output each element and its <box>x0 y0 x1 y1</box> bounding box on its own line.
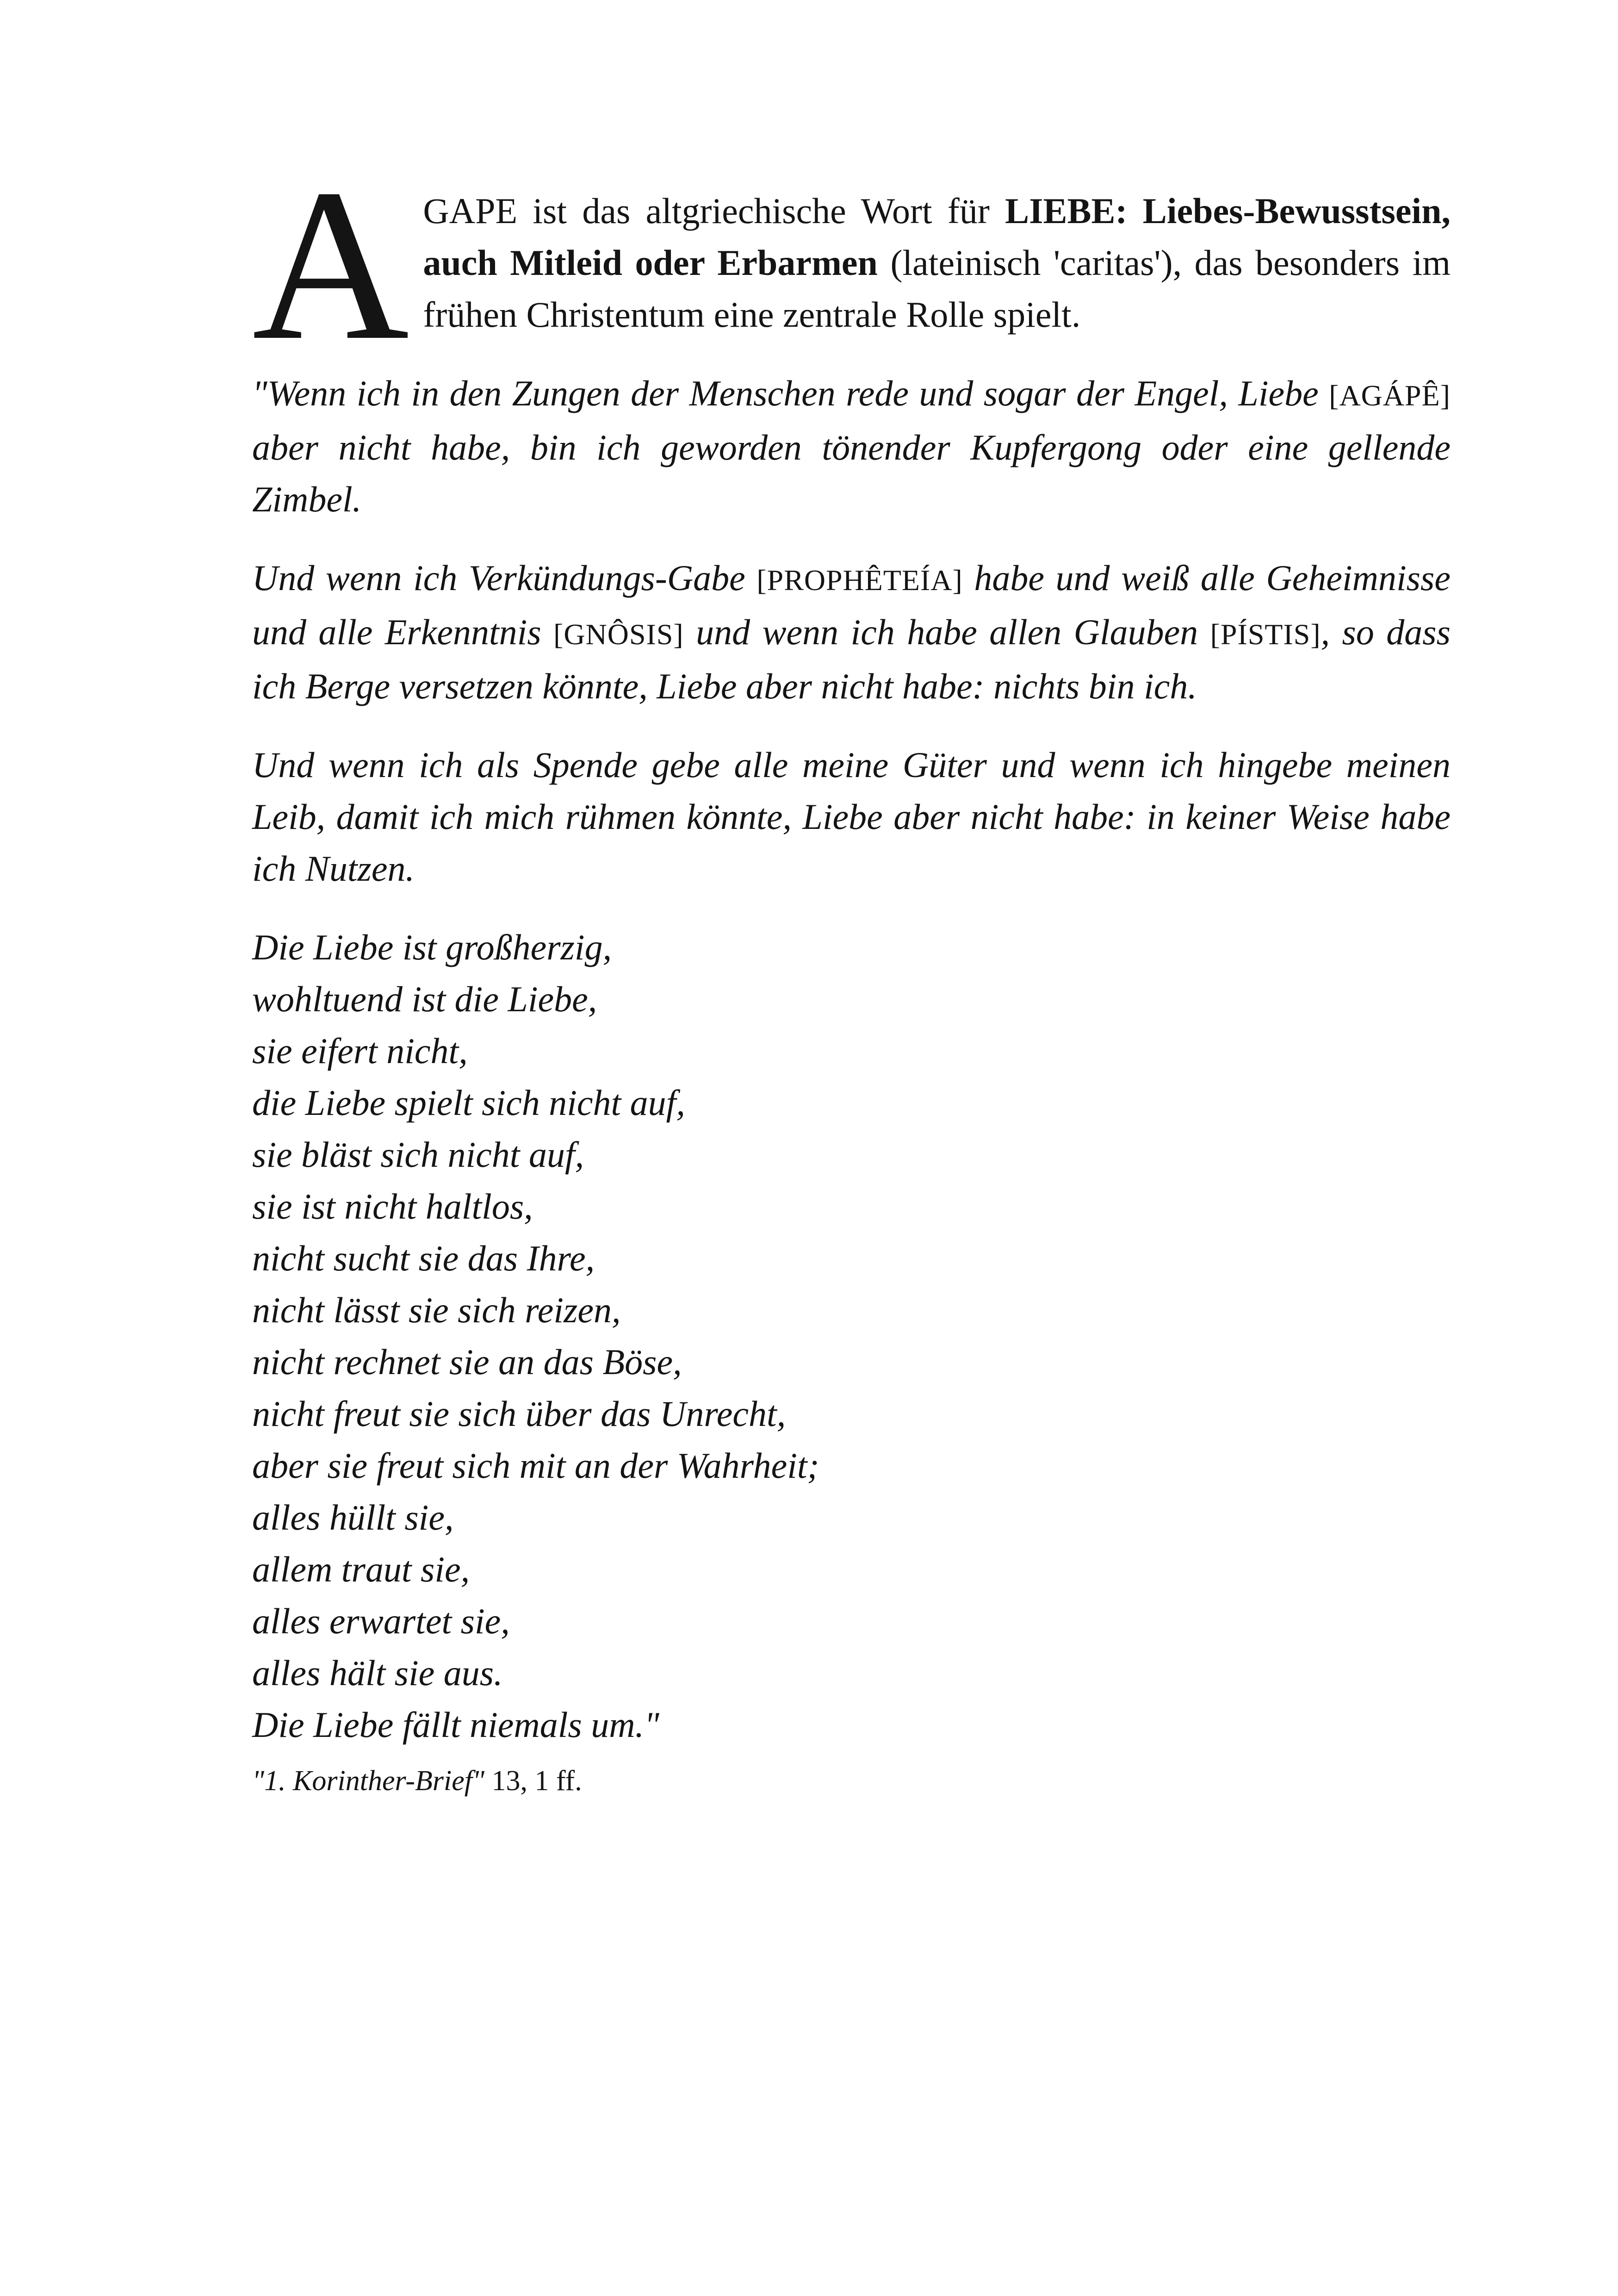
quote-paragraph-3 <box>252 739 1451 895</box>
poem-line: sie eifert nicht, <box>252 1031 468 1071</box>
poem-line: nicht sucht sie das Ihre, <box>252 1238 595 1278</box>
intro-text-segment: (lateinisch 'caritas'), das besonders im frühen Christentum eine zentrale Rolle spielt. <box>423 243 1451 335</box>
poem-line: allem traut sie, <box>252 1549 470 1589</box>
poem-line: nicht lässt sie sich reizen, <box>252 1290 621 1330</box>
quote-text-segment: , so dass ich Berge versetzen könnte, Liebe aber nicht habe: nichts bin ich. <box>252 612 1451 706</box>
poem-line: aber sie freut sich mit an der Wahrheit; <box>252 1445 819 1486</box>
greek-term: [PÍSTIS] <box>1210 618 1321 651</box>
dropcap-letter: A <box>252 144 409 385</box>
quote-paragraph-2 <box>252 552 1451 712</box>
citation-line <box>252 1760 1451 1802</box>
poem-line: Die Liebe fällt niemals um." <box>252 1705 659 1745</box>
quote-text-segment: habe und weiß alle Geheimnisse und alle Erkenntnis <box>252 558 1451 652</box>
poem-line: alles erwartet sie, <box>252 1601 510 1641</box>
quote-paragraph-1 <box>252 367 1451 525</box>
poem-line: nicht freut sie sich über das Unrecht, <box>252 1394 786 1434</box>
poem-line: nicht rechnet sie an das Böse, <box>252 1342 682 1382</box>
poem-line: wohltuend ist die Liebe, <box>252 979 597 1019</box>
poem-line: die Liebe spielt sich nicht auf, <box>252 1083 685 1123</box>
poem-line: Die Liebe ist großherzig, <box>252 927 612 967</box>
poem-line: alles hüllt sie, <box>252 1497 454 1537</box>
intro-text-segment: GAPE ist das altgriechische Wort für <box>423 191 1005 231</box>
poem-block <box>252 921 1451 1751</box>
quote-text-segment: "Wenn ich in den Zungen der Menschen rede und sogar der Engel, Liebe <box>252 373 1329 413</box>
intro-paragraph <box>252 144 1451 385</box>
intro-bold-segment: LIEBE: Liebes-Bewusstsein, auch Mitleid oder Erbarmen <box>423 191 1451 283</box>
citation-reference: 13, 1 ff. <box>484 1765 582 1797</box>
poem-line: sie ist nicht haltlos, <box>252 1186 533 1226</box>
citation-work: "1. Korinther-Brief" <box>252 1765 485 1797</box>
greek-term: [AGÁPÊ] <box>1329 379 1451 412</box>
quote-text-segment: Und wenn ich als Spende gebe alle meine Güter und wenn ich hingebe meinen Leib, damit ich mich rühmen könnte, Liebe aber nicht habe: in keiner Weise habe ich Nutzen. <box>252 745 1451 889</box>
quote-text-segment: aber nicht habe, bin ich geworden tönender Kupfergong oder eine gellende Zimbel. <box>252 427 1451 519</box>
poem-line: alles hält sie aus. <box>252 1653 503 1693</box>
quote-text-segment: und wenn ich habe allen Glauben <box>696 612 1210 652</box>
greek-term: [PROPHÊTEÍA] <box>756 564 963 597</box>
quote-text-segment: Und wenn ich Verkündungs-Gabe <box>252 558 757 598</box>
text-block <box>252 144 1451 1802</box>
greek-term: [GNÔSIS] <box>553 618 684 651</box>
poem-line: sie bläst sich nicht auf, <box>252 1134 584 1175</box>
